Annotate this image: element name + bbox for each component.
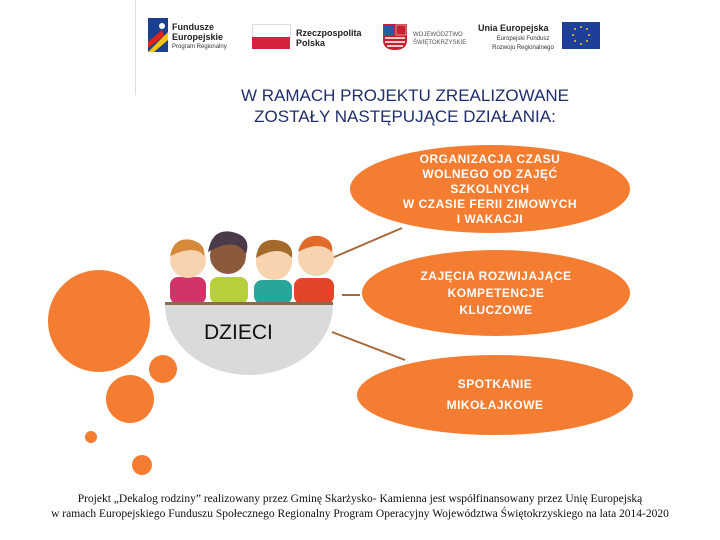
connector-line xyxy=(332,332,405,360)
ue-line1: Unia Europejska xyxy=(478,23,549,33)
activity-text: ORGANIZACJA CZASU xyxy=(419,151,561,166)
activity-2 xyxy=(362,250,630,336)
children-illustration xyxy=(162,222,342,304)
center-label: DZIECI xyxy=(204,321,273,344)
ue-line2: Europejski Fundusz xyxy=(496,36,550,42)
ue-line3: Rozwoju Regionalnego xyxy=(492,45,554,51)
activity-text: KLUCZOWE xyxy=(459,302,533,317)
activity-text: MIKOŁAJKOWE xyxy=(446,398,544,412)
activity-text: W CZASIE FERII ZIMOWYCH xyxy=(402,196,578,211)
child-1 xyxy=(170,239,206,304)
ws-line1: WOJEWÓDZTWO xyxy=(413,32,463,38)
fe-line2: Europejskie xyxy=(172,32,224,42)
connector-line xyxy=(332,228,402,258)
footer-line1: Projekt „Dekalog rodziny” realizowany przez Gminę Skarżysko- Kamienna jest współfinansowany przez Unię Europejską xyxy=(77,493,643,505)
rp-line1: Rzeczpospolita xyxy=(296,28,362,38)
footer xyxy=(0,492,720,522)
title-line1: W RAMACH PROJEKTU ZREALIZOWANE xyxy=(240,86,570,105)
activity-3 xyxy=(357,355,633,435)
activity-text: KOMPETENCJE xyxy=(447,285,545,300)
child-4 xyxy=(294,236,334,304)
fe-line3: Program Regionalny xyxy=(172,44,227,50)
activity-text: SZKOLNYCH xyxy=(450,181,530,196)
child-2 xyxy=(208,231,248,304)
activity-text: ZAJĘCIA ROZWIJAJĄCE xyxy=(420,268,572,283)
activity-1 xyxy=(350,145,630,233)
footer-line2: w ramach Europejskiego Funduszu Społecznego Regionalny Program Operacyjny Województwa Świętokrzyskiego na lata 2014-2020 xyxy=(51,508,669,520)
title-line2: ZOSTAŁY NASTĘPUJĄCE DZIAŁANIA: xyxy=(254,107,556,126)
activity-text: SPOTKANIE xyxy=(457,377,533,391)
child-3 xyxy=(254,240,292,304)
fe-line1: Fundusze xyxy=(172,22,214,32)
ws-line2: ŚWIĘTOKRZYSKIE xyxy=(413,40,467,46)
activity-text: I WAKACJI xyxy=(456,211,524,226)
rp-line2: Polska xyxy=(296,38,326,48)
activity-text: WOLNEGO OD ZAJĘĆ xyxy=(422,166,558,181)
